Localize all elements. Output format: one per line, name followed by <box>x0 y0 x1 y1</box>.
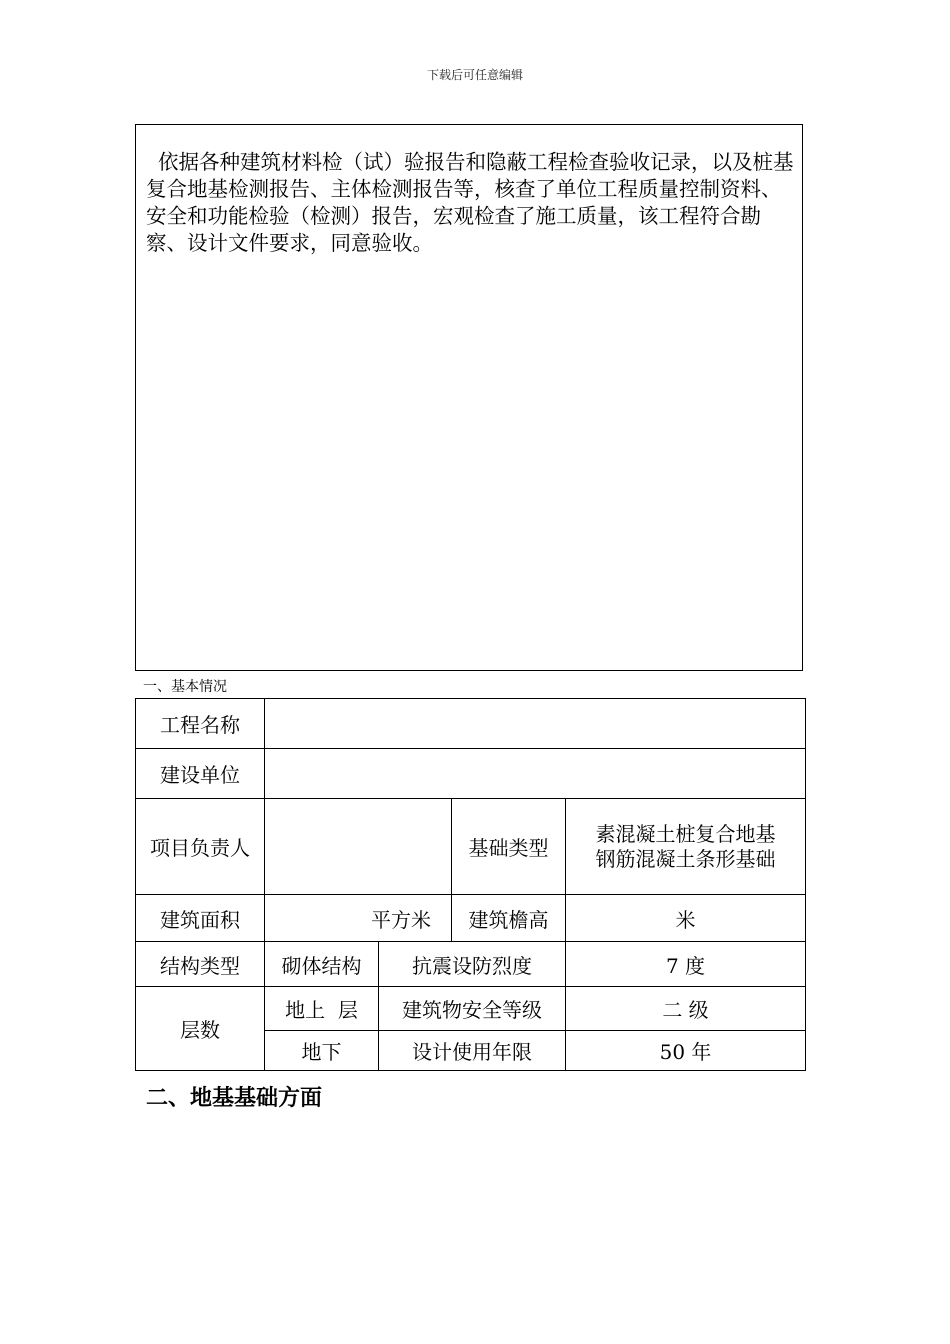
acceptance-opinion-text: 依据各种建筑材料检（试）验报告和隐蔽工程检查验收记录，以及桩基复合地基检测报告、主体检测报告等，核查了单位工程质量控制资料、安全和功能检验（检测）报告，宏观检查了施工质量，该工程符合勘察、设计文件要求，同意验收。 <box>146 150 794 255</box>
row-floors-above <box>136 987 806 1031</box>
foundation-type-label: 基础类型 <box>452 799 566 895</box>
manager-value <box>265 799 452 895</box>
area-unit: 平方米 <box>265 895 452 942</box>
section-foundation-title: 二、地基基础方面 <box>146 1085 323 1111</box>
basic-info-table <box>135 698 806 1071</box>
seismic-value: 7 度 <box>566 942 806 987</box>
foundation-type-value <box>566 799 806 895</box>
manager-label: 项目负责人 <box>136 799 265 895</box>
foundation-type-line1: 素混凝土桩复合地基 <box>595 821 776 846</box>
eave-height-label: 建筑檐高 <box>452 895 566 942</box>
below-ground: 地下 <box>265 1031 379 1071</box>
safety-level-label: 建筑物安全等级 <box>379 987 566 1031</box>
row-manager <box>136 799 806 895</box>
row-area <box>136 895 806 942</box>
header-note: 下载后可任意编辑 <box>426 68 523 82</box>
builder-label: 建设单位 <box>136 749 265 799</box>
project-name-value <box>265 699 806 749</box>
design-life-value: 50 年 <box>566 1031 806 1071</box>
area-label: 建筑面积 <box>136 895 265 942</box>
above-ground: 地上 层 <box>265 987 379 1031</box>
seismic-label: 抗震设防烈度 <box>379 942 566 987</box>
row-builder <box>136 749 806 799</box>
foundation-type-line2: 钢筋混凝土条形基础 <box>595 846 776 871</box>
row-project-name <box>136 699 806 749</box>
safety-level-value: 二 级 <box>566 987 806 1031</box>
row-structure <box>136 942 806 987</box>
builder-value <box>265 749 806 799</box>
eave-height-unit: 米 <box>566 895 806 942</box>
project-name-label: 工程名称 <box>136 699 265 749</box>
section-basic-info-title: 一、基本情况 <box>143 679 227 695</box>
acceptance-opinion-box <box>135 124 803 671</box>
structure-value: 砌体结构 <box>265 942 379 987</box>
structure-label: 结构类型 <box>136 942 265 987</box>
design-life-label: 设计使用年限 <box>379 1031 566 1071</box>
floors-label: 层数 <box>136 987 265 1071</box>
